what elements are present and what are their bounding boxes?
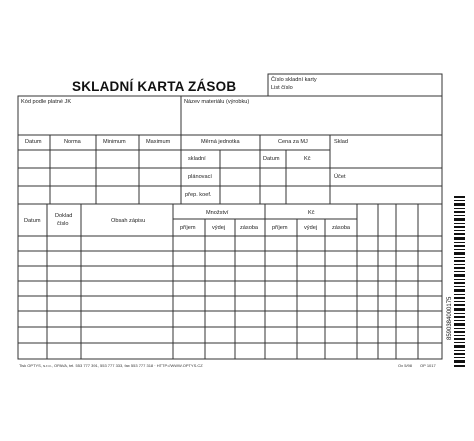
form-title: SKLADNÍ KARTA ZÁSOB [72, 79, 237, 94]
price-kc: Kč [304, 156, 311, 162]
barcode-digits: 8590384000175 [447, 296, 453, 340]
unit-skladni: skladní [188, 156, 206, 162]
col-unit: Měrná jednotka [201, 139, 240, 145]
kc-vydej: výdej [304, 225, 318, 231]
barcode-graphic [446, 196, 466, 369]
ledger-kc: Kč [308, 210, 315, 216]
qty-prijem: příjem [180, 225, 196, 231]
ledger-doklad: Doklad [55, 213, 73, 219]
card-number-label: Číslo skladní karty [271, 77, 317, 83]
qty-vydej: výdej [212, 225, 226, 231]
kc-prijem: příjem [272, 225, 288, 231]
footer-code-1: Ox 5/98 [398, 363, 413, 368]
unit-planovaci: plánovací [188, 174, 212, 180]
price-datum: Datum [263, 156, 280, 162]
ledger-obsah: Obsah zápisu [111, 218, 146, 224]
qty-zasoba: zásoba [240, 225, 259, 231]
sheet-number-label: List číslo [271, 85, 293, 91]
col-maximum: Maximum [146, 139, 171, 145]
kc-zasoba: zásoba [332, 225, 351, 231]
ledger-cislo: číslo [57, 221, 69, 227]
ledger-mnozstvi: Množství [206, 210, 229, 216]
unit-prep-koef: přep. koef. [185, 192, 212, 198]
ledger-datum: Datum [24, 218, 41, 224]
footer-code-2: OP 1017 [420, 363, 436, 368]
col-minimum: Minimum [103, 139, 126, 145]
col-warehouse: Sklad [334, 139, 348, 145]
main-frame [18, 96, 442, 359]
footer-publisher: Tisk OPTYS, s.r.o., OPAVA, tel. 553 777 391, 553 777 333, fax 553 777 318 · HTTP://WWW.OPTYS.CZ [19, 363, 203, 368]
account-label: Účet [334, 174, 346, 180]
col-datum: Datum [25, 139, 42, 145]
material-name-label: Název materiálu (výrobku) [184, 99, 250, 105]
col-norma: Norma [64, 139, 81, 145]
col-price-per-unit: Cena za MJ [278, 139, 308, 145]
jk-code-label: Kód podle platné JK [21, 99, 72, 105]
